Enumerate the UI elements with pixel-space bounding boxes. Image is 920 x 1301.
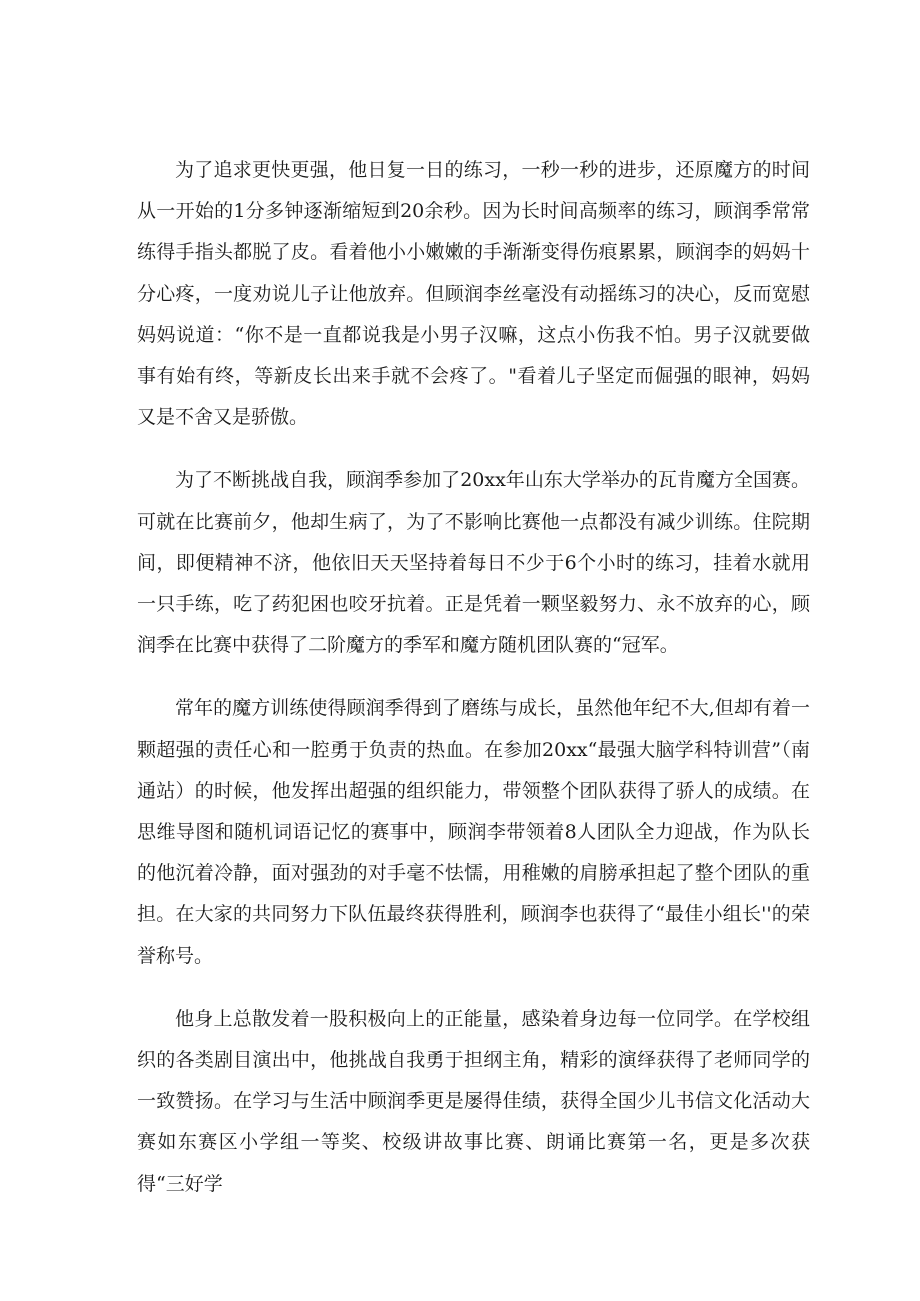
paragraph-4: 他身上总散发着一股积极向上的正能量，感染着身边每一位同学。在学校组织的各类剧目演出中，他挑战自我勇于担纲主角，精彩的演绎获得了老师同学的一致赞扬。在学习与生活中顾润季更是屡得佳绩，获得全国少儿书信文化活动大赛如东赛区小学组一等奖、校级讲故事比赛、朗诵比赛第一名，更是多次获得“三好学 bbox=[137, 1007, 810, 1195]
document-body bbox=[137, 150, 810, 1205]
paragraph-1: 为了追求更快更强，他日复一日的练习，一秒一秒的进步，还原魔方的时间从一开始的1分多钟逐渐缩短到20余秒。因为长时间高频率的练习，顾润季常常练得手指头都脱了皮。看着他小小嫩嫩的手渐渐变得伤痕累累，顾润李的妈妈十分心疼，一度劝说儿子让他放弃。但顾润李丝毫没有动摇练习的决心，反而宽慰妈妈说道：“你不是一直都说我是小男子汉嘛，这点小伤我不怕。男子汉就要做事有始有终，等新皮长出来手就不会疼了。"看着儿子坚定而倔强的眼神，妈妈又是不舍又是骄傲。 bbox=[137, 159, 810, 429]
paragraph-3: 常年的魔方训练使得顾润季得到了磨练与成长，虽然他年纪不大,但却有着一颗超强的责任心和一腔勇于负责的热血。在参加20xx“最强大脑学科特训营”（南通站）的时候，他发挥出超强的组织能力，带领整个团队获得了骄人的成绩。在思维导图和随机词语记忆的赛事中，顾润李带领着8人团队全力迎战，作为队长的他沉着冷静，面对强劲的对手毫不怯懦，用稚嫩的肩膀承担起了整个团队的重担。在大家的共同努力下队伍最终获得胜利，顾润李也获得了“最佳小组长''的荣誉称号。 bbox=[137, 697, 810, 967]
paragraph-2: 为了不断挑战自我，顾润季参加了20xx年山东大学举办的瓦肯魔方全国赛。可就在比赛前夕，他却生病了，为了不影响比赛他一点都没有减少训练。住院期间，即便精神不济，他依旧天天坚持着每日不少于6个小时的练习，挂着水就用一只手练，吃了药犯困也咬牙抗着。正是凭着一颗坚毅努力、永不放弃的心，顾润季在比赛中获得了二阶魔方的季军和魔方随机团队赛的“冠军。 bbox=[137, 469, 810, 657]
